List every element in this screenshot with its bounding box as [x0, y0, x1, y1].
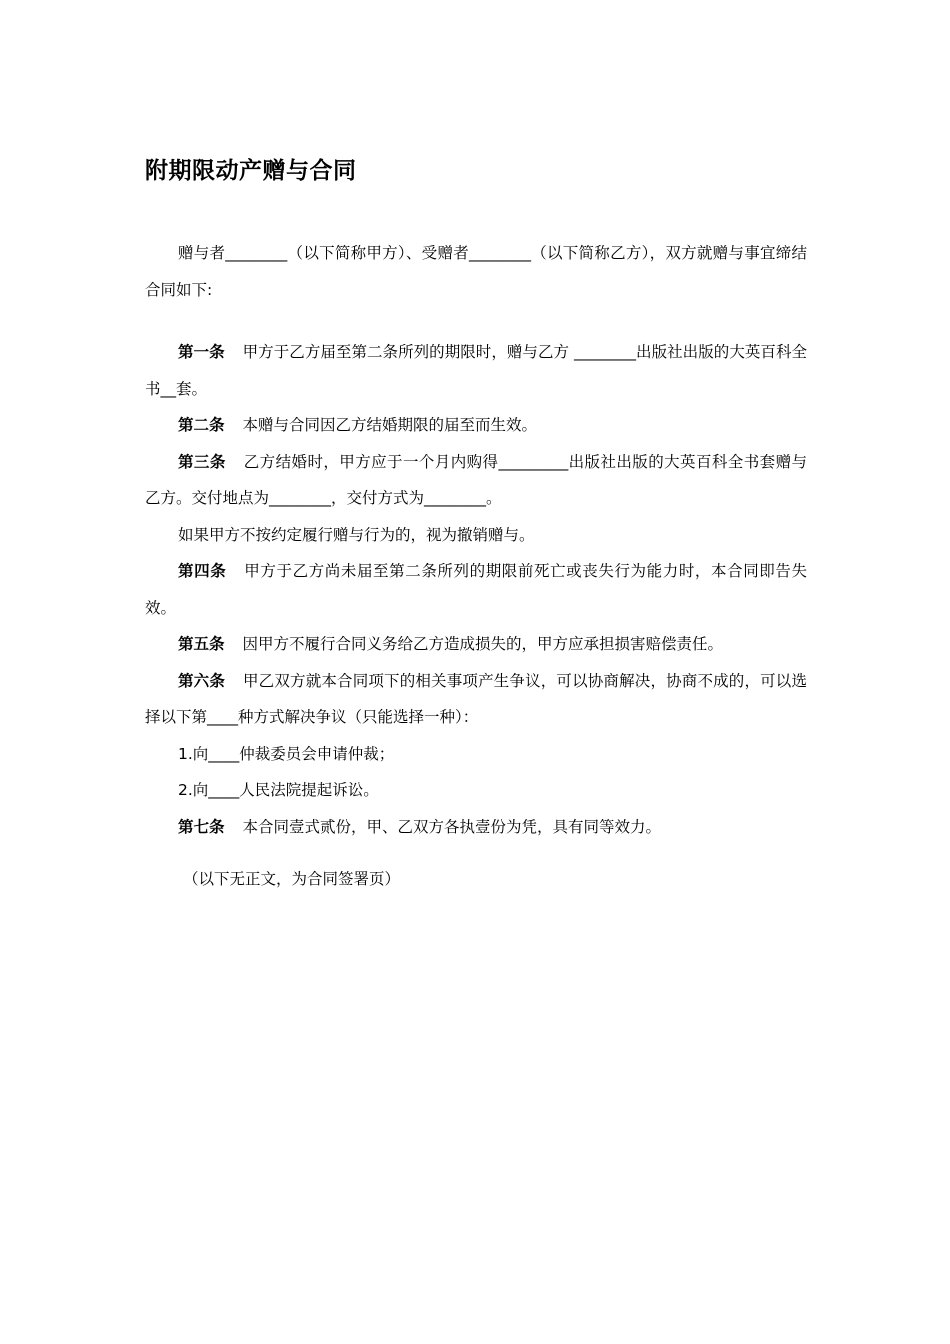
- article-1-text: 甲方于乙方届至第二条所列的期限时，赠与乙方 ________出版社出版的大英百科全书__套。: [145, 343, 807, 398]
- article-3-continuation: 如果甲方不按约定履行赠与行为的，视为撤销赠与。: [178, 525, 535, 544]
- article-6-option-1: 1.向____仲裁委员会申请仲裁；: [178, 744, 395, 763]
- article-1-label: 第一条: [178, 343, 225, 361]
- article-4: [145, 553, 807, 626]
- article-4-text: 甲方于乙方尚未届至第二条所列的期限前死亡或丧失行为能力时，本合同即告失效。: [145, 562, 807, 617]
- article-3: [145, 444, 807, 517]
- article-7-text: 本合同壹式贰份，甲、乙双方各执壹份为凭，具有同等效力。: [242, 817, 662, 836]
- article-5-text: 因甲方不履行合同义务给乙方造成损失的，甲方应承担损害赔偿责任。: [242, 635, 724, 653]
- document-title: 附期限动产赠与合同: [145, 158, 357, 184]
- article-6-text: 甲乙双方就本合同项下的相关事项产生争议，可以协商解决，协商不成的，可以选择以下第____种方式解决争议（只能选择一种）：: [145, 671, 807, 726]
- article-6-option-2: 2.向____人民法院提起诉讼。: [178, 781, 379, 799]
- closing-note: （以下无正文，为合同签署页）: [183, 870, 401, 888]
- article-4-label: 第四条: [178, 562, 227, 580]
- document-body: [145, 235, 807, 898]
- article-6-label: 第六条: [178, 671, 226, 690]
- article-6: [145, 663, 807, 736]
- article-5: [145, 626, 807, 663]
- article-3-label: 第三条: [178, 452, 226, 471]
- article-7-label: 第七条: [178, 817, 225, 836]
- article-3-text: 乙方结婚时，甲方应于一个月内购得_________出版社出版的大英百科全书套赠与乙方。交付地点为________，交付方式为________。: [145, 452, 807, 507]
- article-5-label: 第五条: [178, 635, 225, 653]
- article-2-label: 第二条: [178, 416, 225, 434]
- article-7: [145, 809, 807, 846]
- intro-paragraph: 赠与者________（以下简称甲方）、受赠者________（以下简称乙方），双方就赠与事宜缔结合同如下:: [145, 244, 807, 299]
- article-2-text: 本赠与合同因乙方结婚期限的届至而生效。: [242, 416, 538, 434]
- article-1: [145, 334, 807, 407]
- article-2: [145, 407, 807, 444]
